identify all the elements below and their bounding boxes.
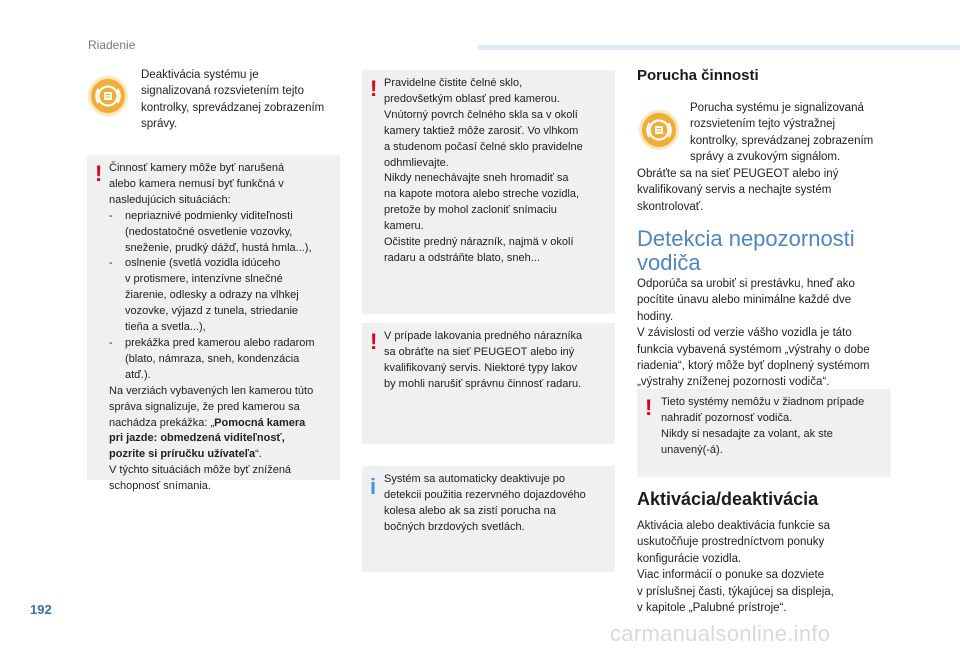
steering-wheel-warning-icon xyxy=(639,110,679,150)
warning-exclamation-icon: ! xyxy=(95,161,103,186)
cleaning-text: Pravidelne čistite čelné sklo, predovšetkým oblasť pred kamerou. Vnútorný povrch čelného skla sa v okolí kamery taktiež môže zarosiť. Vo vlhkom a studenom počasí čelné sklo pravidelne odhmlievajte. Nikdy nenechávajte sneh hromadiť sa na kapote motora alebo streche vozidla, pretože by mohol zacloniť snímaciu kameru. Očistite predný nárazník, najmä v okolí radaru a odstráňte blato, sneh... xyxy=(384,77,583,264)
steering-wheel-warning-icon xyxy=(88,76,128,116)
auto-deactivation-text: Systém sa automaticky deaktivuje po detekcii použitia rezervného dojazdového kolesa alebo ak sa zistí porucha na bočných brzdových svetlách. xyxy=(384,473,586,533)
message-bold: Pomocná kamera pri jazde: obmedzená viditeľnosť, pozrite si príručku užívateľa xyxy=(109,416,306,461)
list-item: - prekážka pred kamerou alebo radarom (blato, námraza, sneh, kondenzácia atď.). xyxy=(109,336,337,384)
warning-exclamation-icon: ! xyxy=(645,395,653,420)
cleaning-box xyxy=(362,70,615,314)
page-number: 192 xyxy=(30,602,52,617)
section-label: Riadenie xyxy=(88,38,136,52)
list-item: - nepriaznivé podmienky viditeľnosti (nedostatočné osvetlenie vozovky, sneženie, prudký dážď, hustá hmla...), xyxy=(109,209,337,257)
header-divider xyxy=(478,45,960,50)
camera-limitations-list xyxy=(109,209,337,384)
auto-deactivation-box xyxy=(362,466,615,572)
watermark: carmanualsonline.info xyxy=(610,621,831,646)
painting-box xyxy=(362,323,615,444)
activation-text: Aktivácia alebo deaktivácia funkcie sa uskutočňuje prostredníctvom ponuky konfigurácie vozidla. Viac informácií o ponuke sa dozviete v príslušnej časti, týkajúcej sa displeja, v kapitole „Palubné prístroje“. xyxy=(637,520,834,615)
camera-obstruction-message xyxy=(109,384,337,495)
message-tail: “. V týchto situáciách môže byť znížená schopnosť snímania. xyxy=(109,448,292,493)
detection-text: Odporúča sa urobiť si prestávku, hneď ako pocítite únavu alebo minimálne každé dve hodiny. V závislosti od verzie vášho vozidla je táto funkcia vybavená systémom „výstrahy o dobe riadenia“, ktorý môže byť doplnený systémom „výstrahy zníženej pozornosti vodiča“. xyxy=(637,278,870,389)
failure-icon-text: Porucha systému je signalizovaná rozsvietením tejto výstražnej kontrolky, sprevádzanej zobrazením správy a zvukovým signálom. xyxy=(690,102,874,164)
driver-warning-box xyxy=(637,389,891,477)
failure-heading: Porucha činnosti xyxy=(637,67,759,84)
driver-warning-text: Tieto systémy nemôžu v žiadnom prípade nahradiť pozornosť vodiča. Nikdy si nesadajte za volant, ak ste unavený(-á). xyxy=(661,396,865,456)
failure-text: Obráťte sa na sieť PEUGEOT alebo iný kvalifikovaný servis a nechajte systém skontrolovať. xyxy=(637,168,839,213)
painting-text: V prípade lakovania predného nárazníka sa obráťte na sieť PEUGEOT alebo iný kvalifikovaný servis. Niektoré typy lakov by mohli narušiť správnu činnosť radaru. xyxy=(384,330,583,390)
info-icon: i xyxy=(370,474,377,499)
warning-exclamation-icon: ! xyxy=(370,329,378,354)
detection-heading: Detekcia nepozornosti vodiča xyxy=(637,226,855,275)
deactivation-note: Deaktivácia systému je signalizovaná rozsvietením tejto kontrolky, sprevádzanej zobrazením správy. xyxy=(141,69,325,131)
camera-limitations-lead: Činnosť kamery môže byť narušená alebo kamera nemusí byť funkčná v nasledujúcich situáciách: xyxy=(109,162,285,206)
warning-exclamation-icon: ! xyxy=(370,76,378,101)
activation-heading: Aktivácia/deaktivácia xyxy=(637,489,819,509)
camera-limitations-box xyxy=(87,155,340,493)
list-item: - oslnenie (svetlá vozidla idúceho v protismere, intenzívne slnečné žiarenie, odlesky a odrazy na vlhkej vozovke, výjazd z tunela, striedanie tieňa a svetla...), xyxy=(109,256,337,336)
message-lead: Na verziách vybavených len kamerou túto správa signalizuje, že pred kamerou sa nachádza prekážka: „ xyxy=(109,384,314,429)
